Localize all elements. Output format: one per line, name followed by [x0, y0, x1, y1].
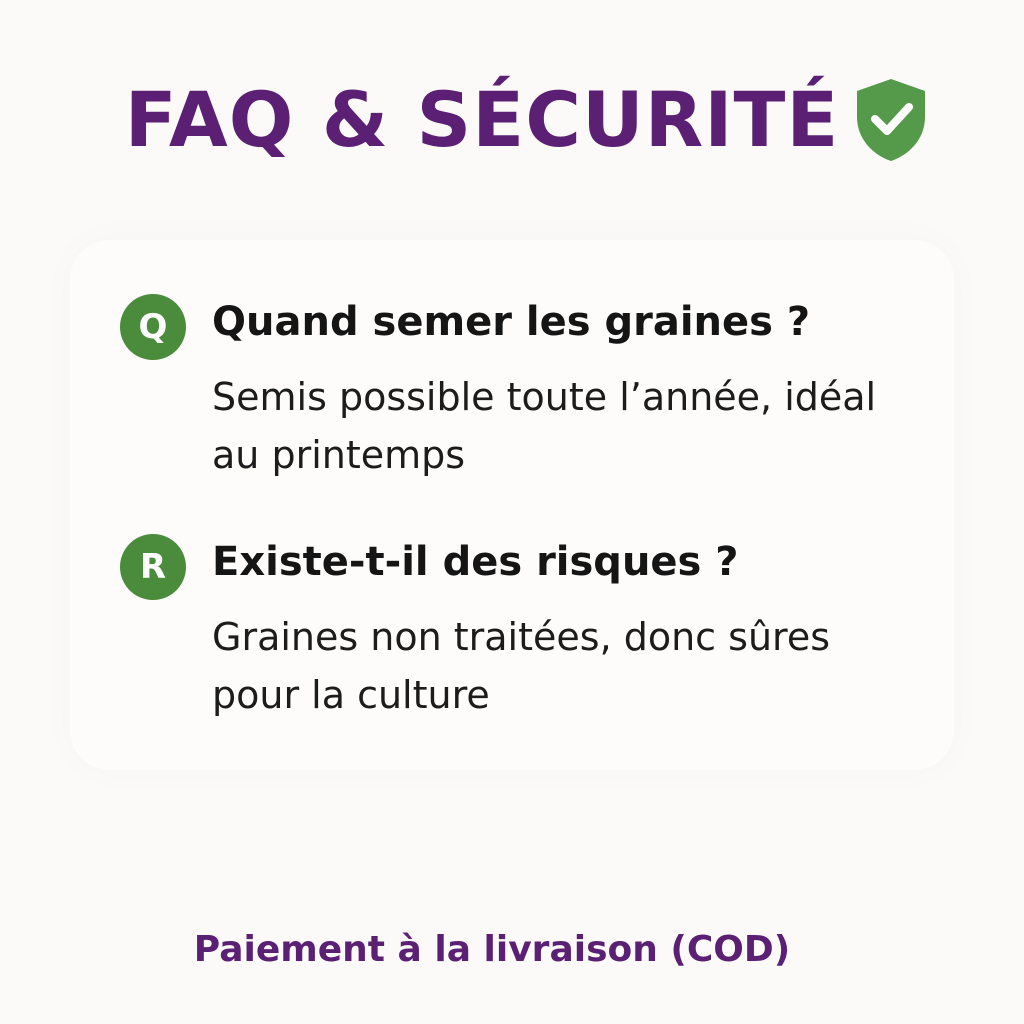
faq-question: Existe-t-il des risques ? — [212, 539, 739, 585]
question-badge: Q — [120, 294, 186, 360]
shield-shape — [857, 79, 925, 161]
payment-footer: Paiement à la livraison (COD) — [193, 929, 791, 970]
faq-answer: Graines non traitées, donc sûres pour la culture — [212, 615, 831, 717]
shield-check-icon — [853, 77, 929, 163]
page-title: FAQ & SÉCURITÉ — [124, 75, 840, 164]
header — [0, 70, 1024, 170]
faq-question: Quand semer les graines ? — [212, 299, 811, 345]
answer-badge: R — [120, 534, 186, 600]
faq-answer: Semis possible toute l’année, idéal au printemps — [212, 375, 877, 477]
